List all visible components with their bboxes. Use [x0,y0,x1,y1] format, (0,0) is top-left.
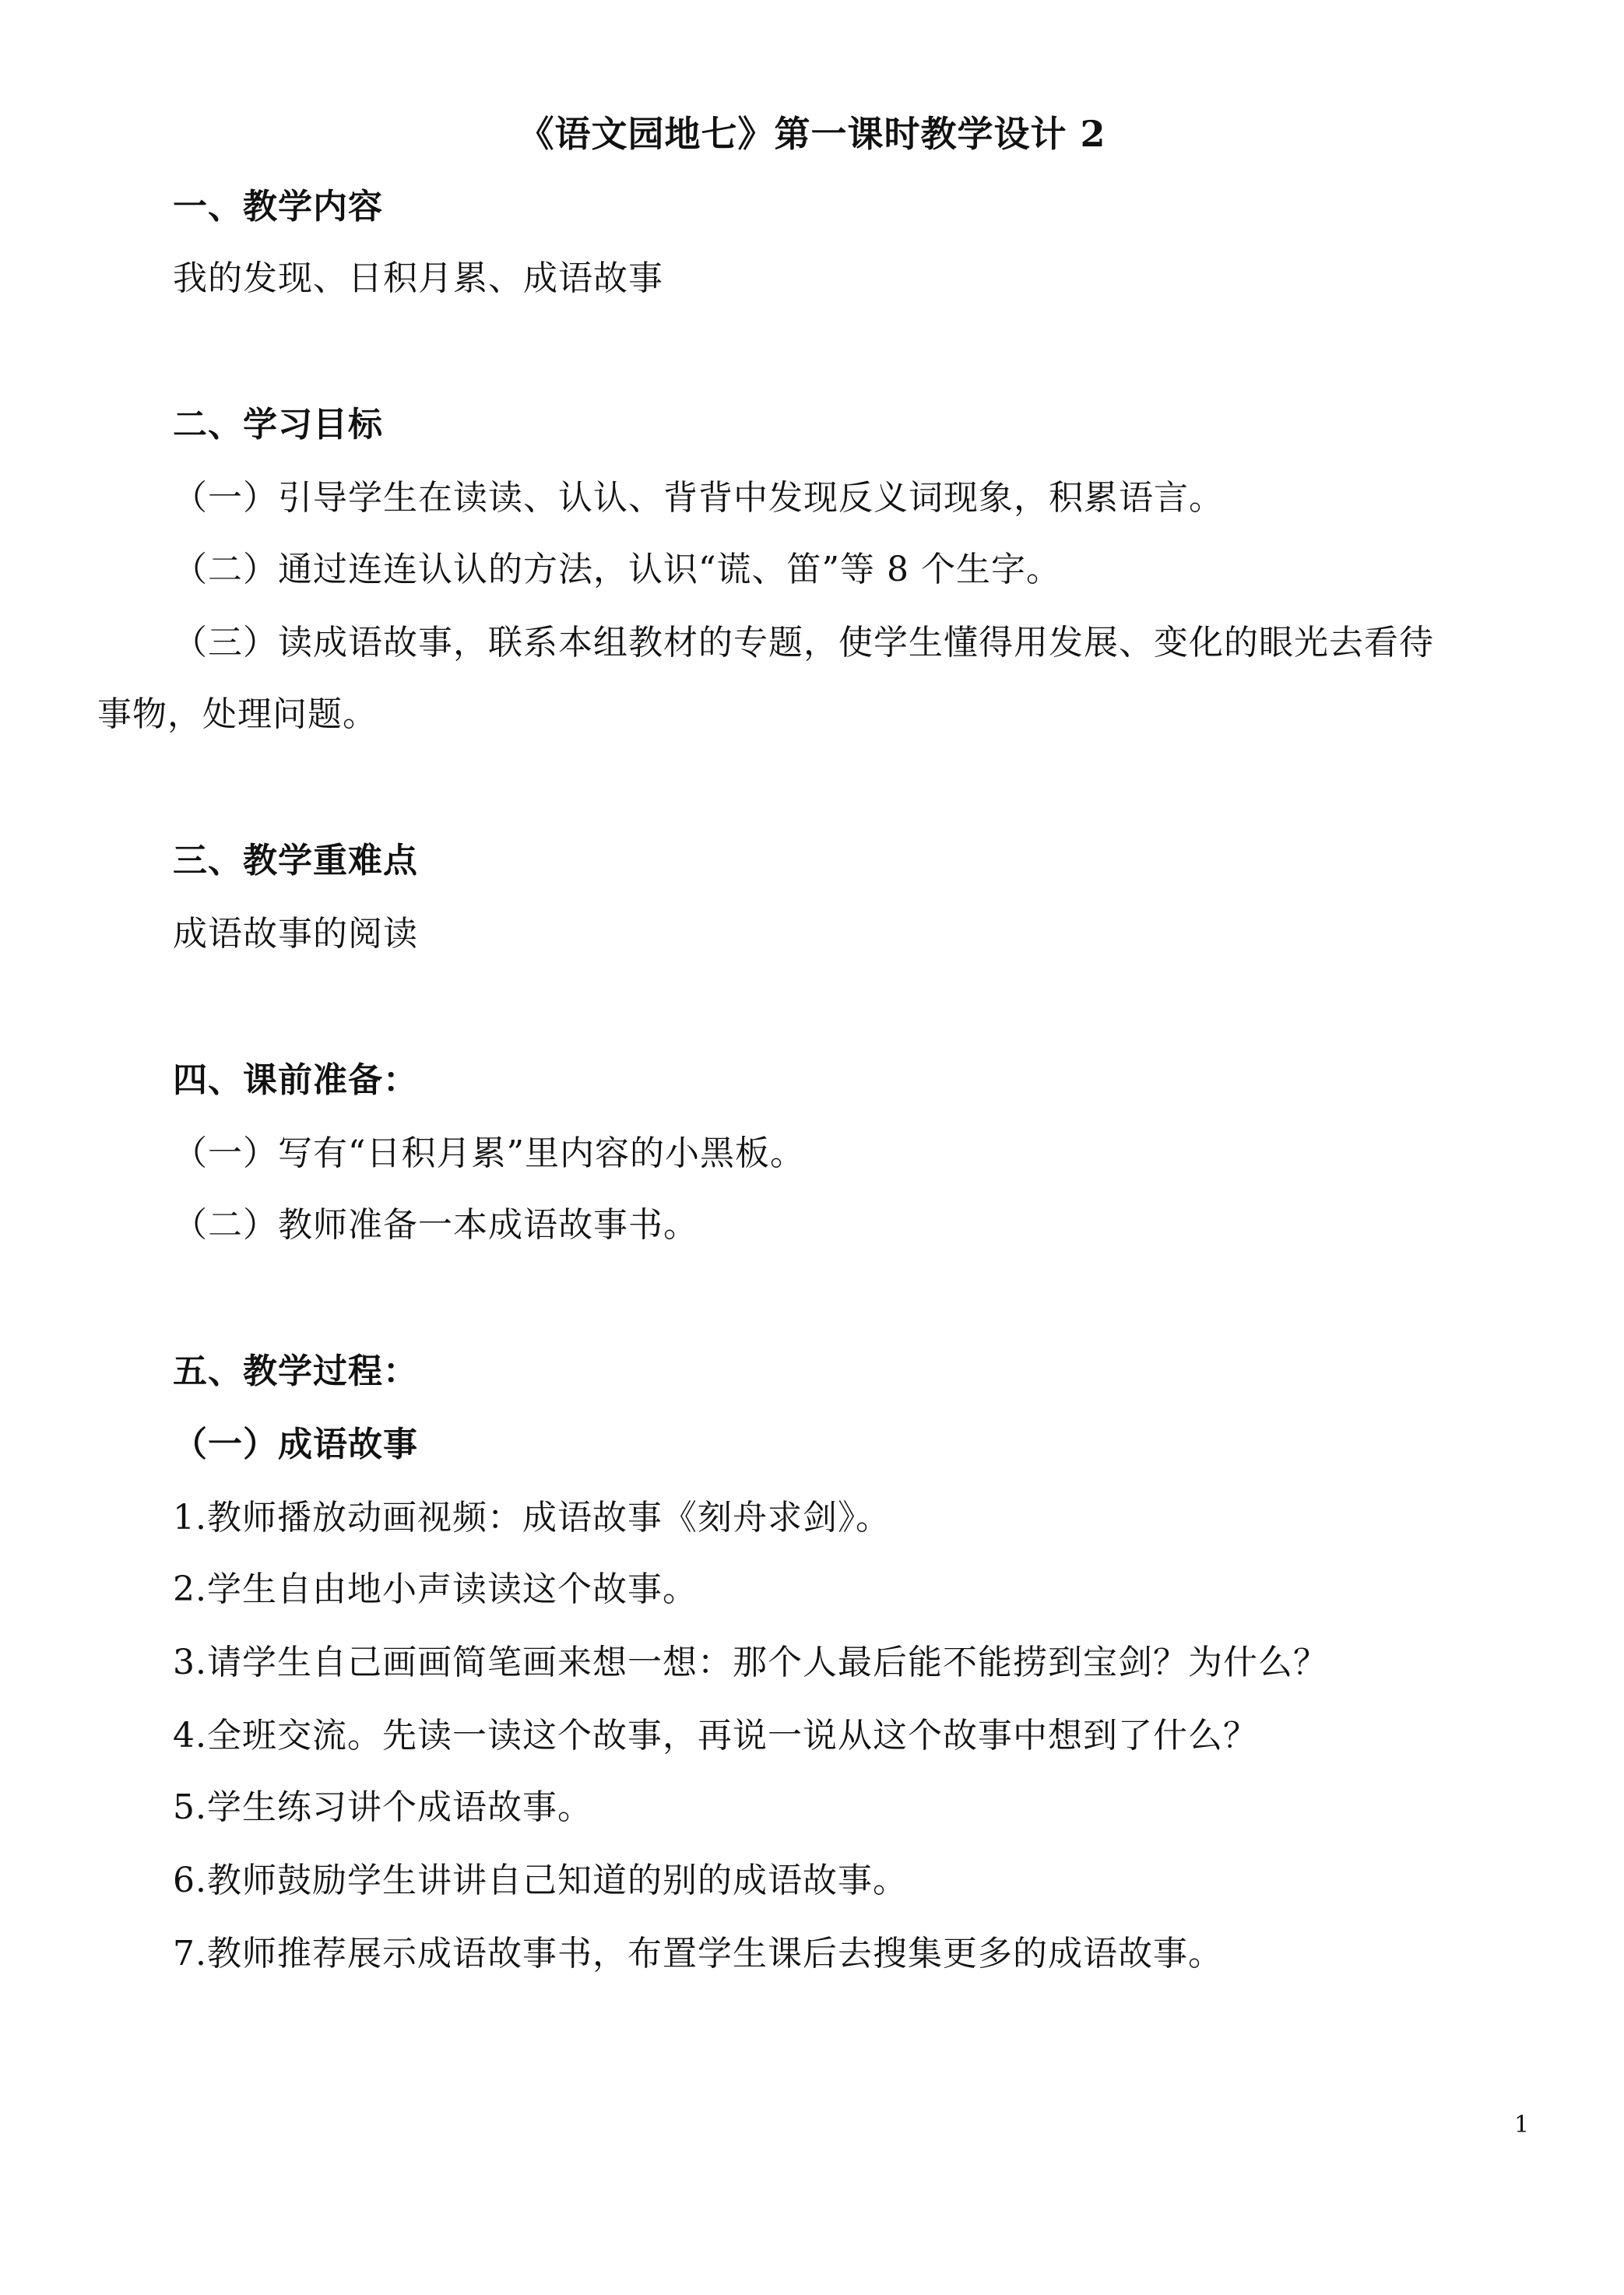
process-step-7: 7.教师推荐展示成语故事书，布置学生课后去搜集更多的成语故事。 [173,1934,1223,1973]
teaching-content-text: 我的发现、日积月累、成语故事 [173,258,663,298]
process-step-4: 4.全班交流。先读一读这个故事，再说一说从这个故事中想到了什么？ [173,1716,1258,1756]
process-step-5: 5.学生练习讲个成语故事。 [173,1787,592,1827]
key-points-text: 成语故事的阅读 [173,914,418,954]
preparation-item-1: （一）写有“日积月累”里内容的小黑板。 [173,1133,805,1173]
process-step-1: 1.教师播放动画视频：成语故事《刻舟求剑》。 [173,1498,891,1538]
section-heading-teaching-content: 一、教学内容 [173,187,383,227]
process-step-3: 3.请学生自己画画简笔画来想一想：那个人最后能不能捞到宝剑？为什么？ [173,1643,1328,1682]
section-heading-key-points: 三、教学重难点 [173,841,418,880]
process-step-2: 2.学生自由地小声读读这个故事。 [173,1569,698,1609]
learning-goal-3-continued: 事物，处理问题。 [97,694,378,734]
page-number: 1 [1514,2111,1530,2139]
document-title: 《语文园地七》第一课时教学设计 2 [518,113,1106,155]
learning-goal-2: （二）通过连连认认的方法，认识“谎、笛”等 8 个生字。 [173,550,1061,589]
section-heading-learning-goals: 二、学习目标 [173,405,383,445]
section-heading-preparation: 四、课前准备： [173,1060,418,1100]
preparation-item-2: （二）教师准备一本成语故事书。 [173,1205,698,1245]
subheading-idiom-stories: （一）成语故事 [173,1425,418,1464]
section-heading-teaching-process: 五、教学过程： [173,1351,418,1391]
process-step-6: 6.教师鼓励学生讲讲自己知道的别的成语故事。 [173,1861,908,1900]
learning-goal-3: （三）读成语故事，联系本组教材的专题，使学生懂得用发展、变化的眼光去看待 [173,623,1434,662]
learning-goal-1: （一）引导学生在读读、认认、背背中发现反义词现象，积累语言。 [173,478,1224,518]
